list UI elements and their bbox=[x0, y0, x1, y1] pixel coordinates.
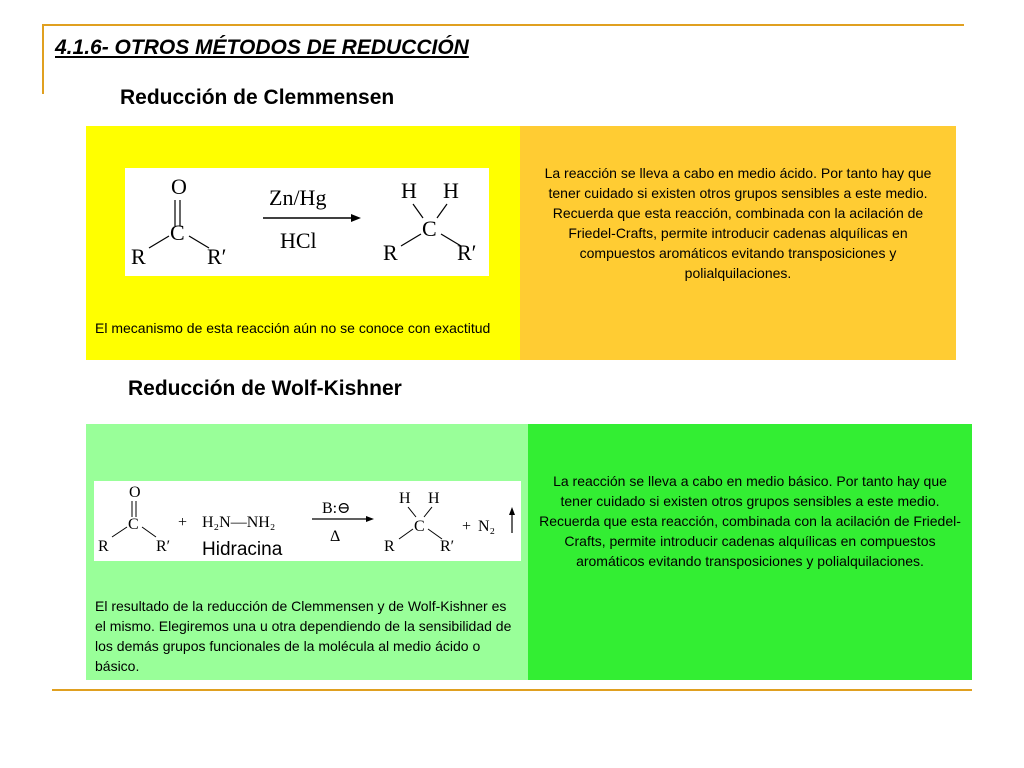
wk-nitrogen: N₂ bbox=[478, 518, 496, 535]
wolf-kishner-note-medium: La reacción se lleva a cabo en medio básico. Por tanto hay que tener cuidado si existen otros grupos sensibles a este medio. bbox=[553, 473, 947, 509]
wk-hydrazine-formula: H₂N—NH₂ bbox=[202, 514, 276, 531]
clemmensen-caption: El mecanismo de esta reacción aún no se conoce con exactitud bbox=[95, 320, 491, 336]
wk-product-h2: H bbox=[428, 490, 440, 507]
clemmensen-note bbox=[530, 163, 946, 283]
wk-reactant-oxygen: O bbox=[129, 484, 141, 501]
top-frame-line bbox=[42, 24, 964, 26]
wk-product-r: R bbox=[384, 538, 395, 555]
wolf-kishner-reaction-scheme bbox=[94, 481, 521, 561]
wk-product-h1: H bbox=[399, 490, 411, 507]
wk-reagent-heat: Δ bbox=[330, 528, 341, 545]
bottom-frame-line bbox=[52, 689, 972, 691]
wk-reagent-base: B:⊖ bbox=[322, 500, 351, 517]
wolf-kishner-note bbox=[538, 471, 962, 571]
product-carbon: C bbox=[422, 216, 437, 241]
clemmensen-reaction-scheme bbox=[125, 168, 489, 276]
wk-plus-2: + bbox=[462, 518, 472, 535]
product-h2: H bbox=[443, 178, 459, 203]
wolf-kishner-caption: El resultado de la reducción de Clemmensen y de Wolf-Kishner es el mismo. Elegiremos una u otra dependiendo de la sensibilidad de los demás grupos funcionales de la molécula al medio ácido o básico. bbox=[95, 598, 512, 674]
reactant-oxygen: O bbox=[171, 174, 187, 199]
product-h1: H bbox=[401, 178, 417, 203]
reactant-carbon: C bbox=[170, 220, 185, 245]
wolf-kishner-heading: Reducción de Wolf-Kishner bbox=[128, 377, 402, 400]
reagent-zn-hg: Zn/Hg bbox=[269, 185, 327, 210]
wk-product-carbon: C bbox=[414, 518, 425, 535]
reagent-hcl: HCl bbox=[280, 228, 317, 253]
wk-product-r-prime: R′ bbox=[440, 538, 455, 555]
wk-reactant-r-prime: R′ bbox=[156, 538, 171, 555]
wolf-kishner-note-friedel-crafts: Recuerda que esta reacción, combinada con la acilación de Friedel-Crafts, permite introducir cadenas alquílicas en compuestos aromáticos evitando transposiciones y polialquilaciones. bbox=[539, 513, 961, 569]
reactant-r: R bbox=[131, 244, 146, 269]
wk-reactant-r: R bbox=[98, 538, 109, 555]
wk-plus-1: + bbox=[178, 514, 188, 531]
product-r-prime: R′ bbox=[457, 240, 477, 265]
reactant-r-prime: R′ bbox=[207, 244, 227, 269]
left-frame-line bbox=[42, 24, 44, 94]
wk-hydrazine-label: Hidracina bbox=[202, 539, 283, 560]
product-r: R bbox=[383, 240, 398, 265]
wk-reactant-carbon: C bbox=[128, 516, 139, 533]
clemmensen-heading: Reducción de Clemmensen bbox=[120, 86, 395, 109]
clemmensen-note-friedel-crafts: Recuerda que esta reacción, combinada con la acilación de Friedel-Crafts, permite introducir cadenas alquílicas en compuestos aromáticos evitando transposiciones y polialquilaciones. bbox=[552, 205, 924, 281]
clemmensen-note-medium: La reacción se lleva a cabo en medio ácido. Por tanto hay que tener cuidado si existen otros grupos sensibles a este medio. bbox=[544, 165, 932, 201]
page-title: 4.1.6- OTROS MÉTODOS DE REDUCCIÓN bbox=[55, 36, 469, 59]
